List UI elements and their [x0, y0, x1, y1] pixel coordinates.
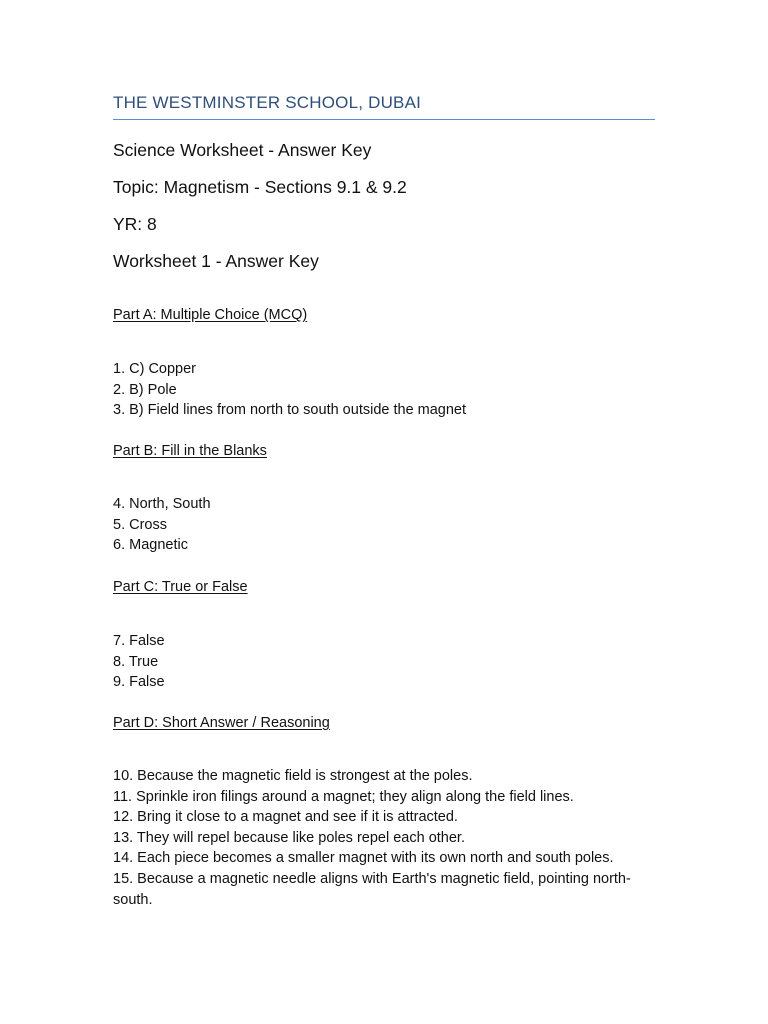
answer-item: 5. Cross: [113, 516, 167, 533]
answer-item: 14. Each piece becomes a smaller magnet with its own north and south poles.: [113, 850, 614, 867]
school-title: THE WESTMINSTER SCHOOL, DUBAI: [113, 93, 422, 112]
answer-item: 2. B) Pole: [113, 381, 177, 398]
title-divider: [113, 119, 655, 120]
topic-line: Topic: Magnetism - Sections 9.1 & 9.2: [113, 177, 407, 197]
year-line: YR: 8: [113, 214, 157, 234]
answer-item: 10. Because the magnetic field is strongest at the poles.: [113, 768, 473, 784]
answer-item: 13. They will repel because like poles repel each other.: [113, 829, 465, 846]
worksheet-number: Worksheet 1 - Answer Key: [113, 251, 319, 271]
answer-item: 8. True: [113, 653, 159, 670]
answer-item: 11. Sprinkle iron filings around a magnet; they align along the field lines.: [113, 788, 574, 805]
answer-item: 9. False: [113, 674, 165, 691]
section-heading-part-c: Part C: True or False: [113, 579, 248, 595]
worksheet-title: Science Worksheet - Answer Key: [113, 140, 372, 160]
answer-list-part-a: [113, 359, 655, 421]
section-heading-part-b: Part B: Fill in the Blanks: [113, 443, 267, 459]
answer-item: 15. Because a magnetic needle aligns with Earth's magnetic field, pointing north-south.: [113, 870, 631, 908]
answer-item: 4. North, South: [113, 496, 211, 512]
answer-item: 3. B) Field lines from north to south outside the magnet: [113, 402, 467, 419]
answer-list-part-d: [113, 766, 655, 910]
section-heading-part-a: Part A: Multiple Choice (MCQ): [113, 307, 308, 323]
answer-list-part-c: [113, 631, 655, 693]
section-heading-part-d: Part D: Short Answer / Reasoning: [113, 715, 330, 731]
answer-list-part-b: [113, 494, 655, 556]
answer-item: 1. C) Copper: [113, 361, 197, 377]
answer-item: 6. Magnetic: [113, 537, 188, 554]
answer-item: 12. Bring it close to a magnet and see if it is attracted.: [113, 809, 458, 826]
answer-item: 7. False: [113, 633, 165, 649]
